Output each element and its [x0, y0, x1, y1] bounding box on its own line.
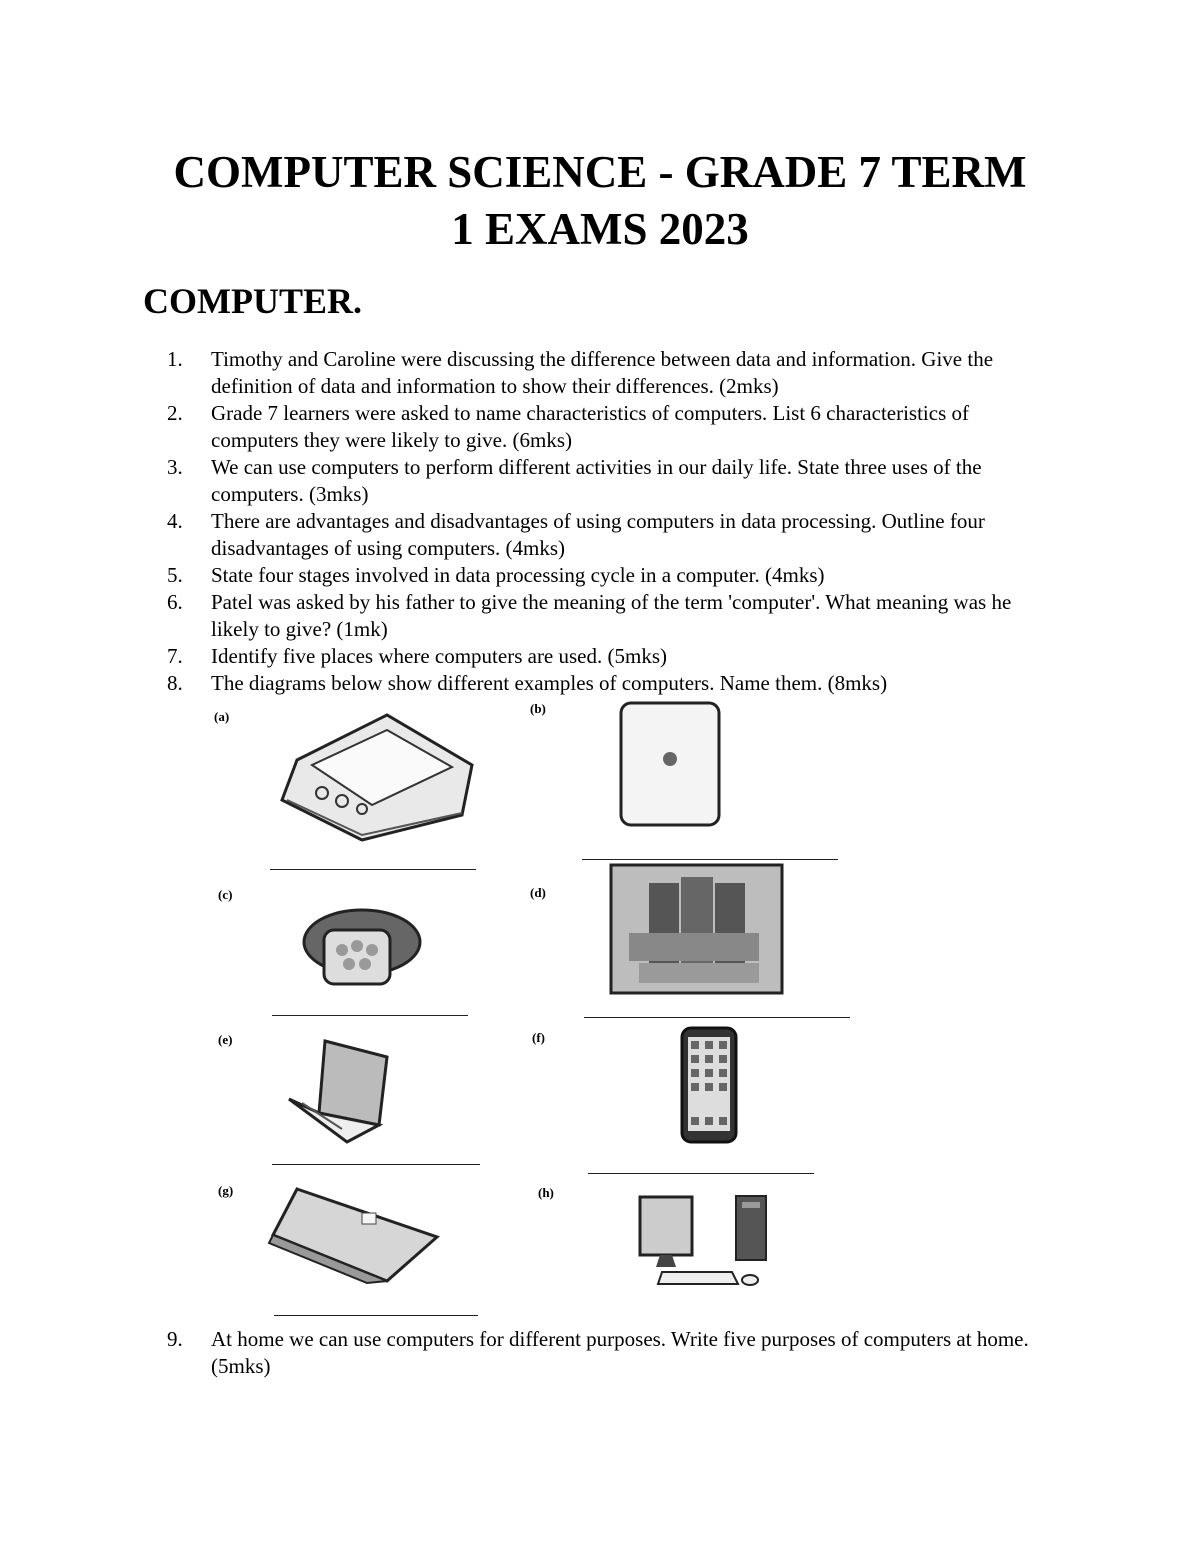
figure-label-g: (g) — [218, 1183, 234, 1198]
question-item — [150, 454, 1060, 508]
desktop-computer-icon — [632, 1192, 772, 1292]
answer-line — [272, 1015, 468, 1016]
question-text: The diagrams below show different examples of computers. Name them. (8mks) — [211, 671, 888, 695]
answer-line — [274, 1315, 478, 1316]
laptop-icon — [287, 1037, 392, 1147]
question-item — [150, 346, 1060, 400]
figure-label-h: (h) — [538, 1185, 554, 1200]
question-item — [150, 508, 1060, 562]
title-line-2: 1 EXAMS 2023 — [451, 204, 749, 254]
title-line-1: COMPUTER SCIENCE - GRADE 7 TERM — [173, 147, 1027, 197]
question-item — [150, 1326, 1060, 1380]
supercomputer-icon — [609, 863, 784, 995]
question-text: State four stages involved in data processing cycle in a computer. (4mks) — [211, 563, 825, 587]
smartwatch-icon — [302, 902, 422, 992]
figure-label-e: (e) — [218, 1032, 233, 1047]
page-title — [100, 144, 1100, 258]
figure-label-a: (a) — [214, 709, 230, 724]
question-list — [150, 1326, 1060, 1380]
question-text: Identify five places where computers are used. (5mks) — [211, 644, 667, 668]
question-number: 2. — [167, 401, 183, 425]
tablet-icon — [617, 699, 727, 829]
laptop-icon — [267, 1185, 442, 1285]
figure-label-f: (f) — [532, 1030, 545, 1045]
question-number: 3. — [167, 455, 183, 479]
question-number: 4. — [167, 509, 183, 533]
answer-line — [272, 1164, 480, 1165]
question-text: There are advantages and disadvantages of using computers in data processing. Outline four disadvantages of using computers. (4mks) — [211, 509, 985, 560]
question-list — [150, 346, 1060, 697]
question-text: Timothy and Caroline were discussing the difference between data and information. Give the definition of data and information to show their differences. (2mks) — [211, 347, 994, 398]
question-number: 5. — [167, 563, 183, 587]
computers-figure — [212, 697, 898, 1323]
smartphone-icon — [679, 1025, 739, 1145]
question-text: At home we can use computers for different purposes. Write five purposes of computers at home. (5mks) — [211, 1327, 1029, 1378]
question-item — [150, 589, 1060, 643]
answer-line — [584, 1017, 850, 1018]
figure-label-c: (c) — [218, 887, 233, 902]
figure-label-d: (d) — [530, 885, 546, 900]
question-item — [150, 562, 1060, 589]
question-text: Grade 7 learners were asked to name characteristics of computers. List 6 characteristics of computers they were likely to give. (6mks) — [211, 401, 969, 452]
section-heading: COMPUTER. — [143, 281, 362, 321]
pda-icon — [267, 705, 482, 845]
question-text: We can use computers to perform different activities in our daily life. State three uses of the computers. (3mks) — [211, 455, 982, 506]
question-number: 6. — [167, 590, 183, 614]
answer-line — [582, 859, 838, 860]
question-item — [150, 400, 1060, 454]
answer-line — [588, 1173, 814, 1174]
question-number: 8. — [167, 671, 183, 695]
question-item — [150, 670, 1060, 697]
question-number: 7. — [167, 644, 183, 668]
question-text: Patel was asked by his father to give the meaning of the term 'computer'. What meaning was he likely to give? (1mk) — [211, 590, 1012, 641]
question-number: 1. — [167, 347, 183, 371]
figure-label-b: (b) — [530, 701, 546, 716]
answer-line — [270, 869, 476, 870]
question-number: 9. — [167, 1327, 183, 1351]
question-item — [150, 643, 1060, 670]
